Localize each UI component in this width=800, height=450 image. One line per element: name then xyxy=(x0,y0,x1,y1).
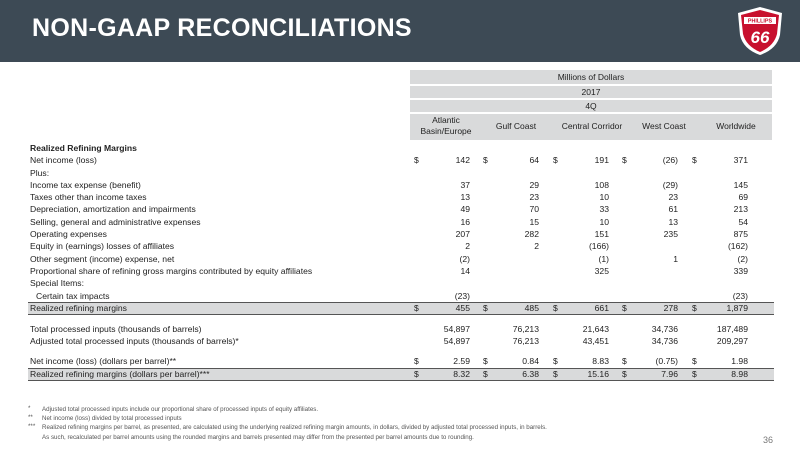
row-label: Realized refining margins xyxy=(30,302,127,313)
value-cell: 8.83 xyxy=(592,356,609,367)
value-cell: 207 xyxy=(455,229,470,240)
row-label: Total processed inputs (thousands of barrels) xyxy=(30,323,202,334)
dollar-sign: $ xyxy=(622,368,627,379)
row-label: Realized refining margins (dollars per barrel)*** xyxy=(30,368,210,379)
value-cell: 455 xyxy=(455,302,470,313)
column-header-central-corridor: Central Corridor xyxy=(561,121,623,131)
row-label: Net income (loss) (dollars per barrel)** xyxy=(30,356,177,367)
row-label: Special Items: xyxy=(30,278,84,289)
value-cell: (26) xyxy=(662,155,678,166)
value-cell: (0.75) xyxy=(655,356,678,367)
footnote-text: Adjusted total processed inputs include our proportional share of processed inputs of equity affiliates. xyxy=(42,406,319,413)
row-label: Selling, general and administrative expenses xyxy=(30,216,201,227)
dollar-sign: $ xyxy=(414,356,419,367)
column-headers xyxy=(410,114,772,140)
table-row xyxy=(28,216,774,228)
footnote-text: Realized refining margins per barrel, as presented, are calculated using the underlying realized refining margin amounts, in dollars, divided by adjusted total processed inputs, in barrels. xyxy=(42,424,547,432)
footnote xyxy=(28,423,728,432)
value-cell: 325 xyxy=(594,265,609,276)
table-row xyxy=(28,191,774,203)
dollar-sign: $ xyxy=(483,356,488,367)
table-row xyxy=(28,203,774,215)
dollar-sign: $ xyxy=(414,302,419,313)
dollar-sign: $ xyxy=(553,155,558,166)
row-label: Adjusted total processed inputs (thousands of barrels)* xyxy=(30,336,239,347)
value-cell: 145 xyxy=(733,179,748,190)
value-cell: 54,897 xyxy=(443,323,470,334)
value-cell: 15 xyxy=(529,216,539,227)
table-row xyxy=(28,228,774,240)
row-label: Equity in (earnings) losses of affiliates xyxy=(30,241,175,252)
value-cell: 43,451 xyxy=(582,336,609,347)
value-cell: 2.59 xyxy=(453,356,470,367)
table-row xyxy=(28,290,774,302)
value-cell: 54,897 xyxy=(443,336,470,347)
page-number: 36 xyxy=(763,435,774,445)
table-row xyxy=(28,265,774,277)
value-cell: 76,213 xyxy=(512,323,539,334)
value-cell: 209,297 xyxy=(716,336,748,347)
value-cell: 213 xyxy=(733,204,748,215)
dollar-sign: $ xyxy=(692,368,697,379)
value-cell: 49 xyxy=(460,204,470,215)
table-row xyxy=(28,167,774,179)
value-cell: 661 xyxy=(594,302,609,313)
value-cell: (2) xyxy=(737,253,748,264)
column-header-worldwide: Worldwide xyxy=(716,121,756,131)
value-cell: 54 xyxy=(738,216,748,227)
table-row xyxy=(28,355,774,367)
value-cell: 2 xyxy=(534,241,539,252)
value-cell: 7.96 xyxy=(661,368,678,379)
slide-title: NON-GAAP RECONCILIATIONS xyxy=(32,14,412,42)
dollar-sign: $ xyxy=(483,368,488,379)
value-cell: 10 xyxy=(599,216,609,227)
value-cell: 0.84 xyxy=(522,356,539,367)
value-cell: (23) xyxy=(454,290,470,301)
dollar-sign: $ xyxy=(483,302,488,313)
header-period: 4Q xyxy=(410,100,772,112)
column-header-atlantic: Atlantic Basin/Europe xyxy=(420,115,472,136)
dollar-sign: $ xyxy=(414,155,419,166)
dollar-sign: $ xyxy=(622,356,627,367)
footnote xyxy=(28,405,728,414)
footnote-marker: ** xyxy=(28,414,33,422)
value-cell: 29 xyxy=(529,179,539,190)
row-label: Other segment (income) expense, net xyxy=(30,253,175,264)
dollar-sign: $ xyxy=(622,155,627,166)
value-cell: 33 xyxy=(599,204,609,215)
value-cell: 14 xyxy=(460,265,470,276)
dollar-sign: $ xyxy=(692,356,697,367)
value-cell: 1 xyxy=(673,253,678,264)
table-row xyxy=(28,154,774,166)
value-cell: 282 xyxy=(524,229,539,240)
table-row xyxy=(28,368,774,381)
value-cell: 108 xyxy=(594,179,609,190)
value-cell: 151 xyxy=(594,229,609,240)
row-label: Operating expenses xyxy=(30,229,107,240)
value-cell: 13 xyxy=(668,216,678,227)
value-cell: 8.98 xyxy=(731,368,748,379)
footnote-marker: * xyxy=(28,405,31,412)
dollar-sign: $ xyxy=(692,155,697,166)
row-label: Plus: xyxy=(30,167,50,178)
footnote-text: Net income (loss) divided by total processed inputs xyxy=(42,415,182,423)
value-cell: 191 xyxy=(594,155,609,166)
value-cell: 13 xyxy=(460,192,470,203)
footnote xyxy=(28,414,728,423)
dollar-sign: $ xyxy=(553,368,558,379)
value-cell: 875 xyxy=(733,229,748,240)
table-row xyxy=(28,179,774,191)
value-cell: 142 xyxy=(455,155,470,166)
dollar-sign: $ xyxy=(692,302,697,313)
logo-number: 66 xyxy=(750,28,770,47)
value-cell: 23 xyxy=(668,192,678,203)
value-cell: 34,736 xyxy=(651,323,678,334)
phillips-66-logo xyxy=(735,5,785,57)
value-cell: 1,879 xyxy=(726,302,748,313)
footnote-text: As such, recalculated per barrel amounts using the rounded margins and barrels presented may differ from the presented per barrel amounts due to rounding. xyxy=(42,433,474,441)
logo-brand-text: PHILLIPS xyxy=(747,18,773,25)
value-cell: 1.98 xyxy=(731,356,748,367)
table-row xyxy=(28,277,774,289)
value-cell: (23) xyxy=(732,290,748,301)
value-cell: 8.32 xyxy=(453,368,470,379)
value-cell: (162) xyxy=(727,241,748,252)
value-cell: 70 xyxy=(529,204,539,215)
dollar-sign: $ xyxy=(553,302,558,313)
row-label: Depreciation, amortization and impairments xyxy=(30,204,196,215)
value-cell: 37 xyxy=(460,179,470,190)
value-cell: 235 xyxy=(663,229,678,240)
value-cell: (2) xyxy=(459,253,470,264)
value-cell: 278 xyxy=(663,302,678,313)
reconciliation-table xyxy=(28,142,774,381)
row-label: Income tax expense (benefit) xyxy=(30,179,141,190)
spacer-row xyxy=(28,347,774,355)
table-row xyxy=(28,142,774,154)
row-label: Realized Refining Margins xyxy=(30,143,137,153)
value-cell: 76,213 xyxy=(512,336,539,347)
table-row xyxy=(28,302,774,315)
value-cell: 2 xyxy=(465,241,470,252)
table-row xyxy=(28,323,774,335)
value-cell: 61 xyxy=(668,204,678,215)
value-cell: (166) xyxy=(588,241,609,252)
row-label: Net income (loss) xyxy=(30,155,97,166)
spacer-row xyxy=(28,315,774,323)
row-label: Certain tax impacts xyxy=(36,290,110,301)
footnote-marker: *** xyxy=(28,423,36,431)
value-cell: 23 xyxy=(529,192,539,203)
value-cell: 64 xyxy=(529,155,539,166)
table-row xyxy=(28,253,774,265)
dollar-sign: $ xyxy=(553,356,558,367)
title-bar xyxy=(0,0,800,62)
value-cell: 10 xyxy=(599,192,609,203)
column-header-west-coast: West Coast xyxy=(642,121,686,131)
dollar-sign: $ xyxy=(622,302,627,313)
value-cell: 15.16 xyxy=(587,368,609,379)
value-cell: 187,489 xyxy=(716,323,748,334)
value-cell: 69 xyxy=(738,192,748,203)
table-row xyxy=(28,335,774,347)
dollar-sign: $ xyxy=(483,155,488,166)
value-cell: 485 xyxy=(524,302,539,313)
value-cell: (1) xyxy=(598,253,609,264)
table-row xyxy=(28,240,774,252)
row-label: Proportional share of refining gross margins contributed by equity affiliates xyxy=(30,265,313,276)
value-cell: 34,736 xyxy=(651,336,678,347)
header-units: Millions of Dollars xyxy=(410,70,772,84)
row-label: Taxes other than income taxes xyxy=(30,192,147,203)
footnotes xyxy=(28,405,728,442)
value-cell: 371 xyxy=(733,155,748,166)
dollar-sign: $ xyxy=(414,368,419,379)
header-year: 2017 xyxy=(410,86,772,98)
value-cell: 6.38 xyxy=(522,368,539,379)
value-cell: 21,643 xyxy=(582,323,609,334)
footnote xyxy=(28,433,728,442)
column-header-gulf-coast: Gulf Coast xyxy=(495,121,537,131)
value-cell: 16 xyxy=(460,216,470,227)
value-cell: (29) xyxy=(662,179,678,190)
value-cell: 339 xyxy=(733,265,748,276)
